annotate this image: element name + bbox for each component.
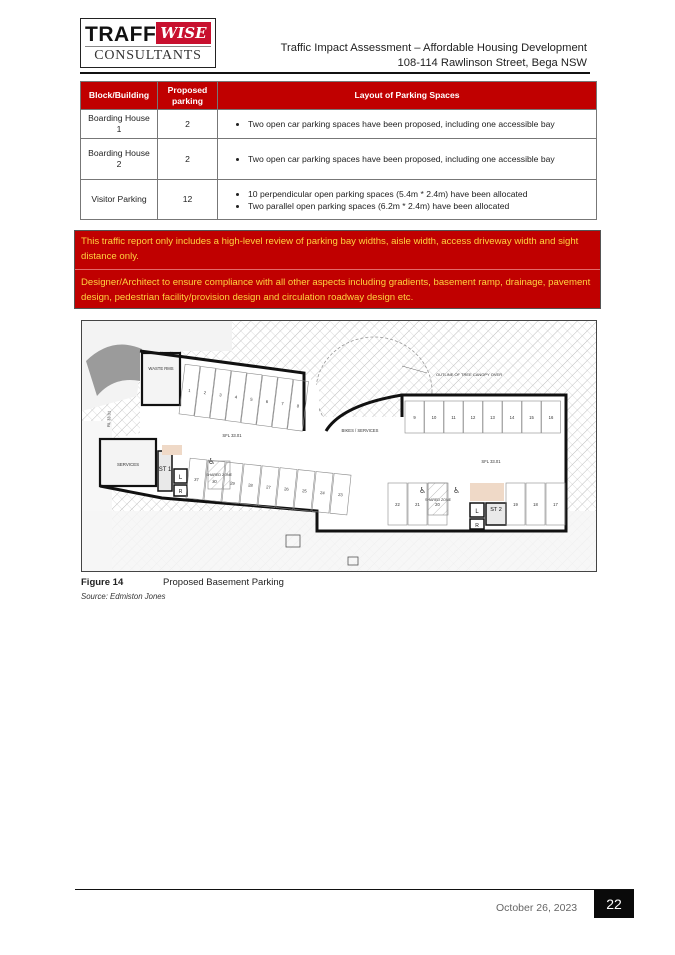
cell-proposed: 2: [158, 110, 218, 139]
cell-layout: [218, 180, 597, 220]
label-entry-ffl: RL 33.01: [106, 410, 112, 428]
layout-item: • Two open car parking spaces have been proposed, including one accessible bay: [248, 118, 592, 130]
figure-title: Proposed Basement Parking: [163, 577, 284, 588]
pink-zone-left: [162, 445, 182, 455]
bay-number: 4: [234, 394, 238, 400]
label-ffl-left: SFL 33.01: [222, 433, 242, 438]
notice-divider: [75, 269, 600, 270]
bay-number: 7: [280, 401, 284, 407]
bay-number: 30: [211, 478, 218, 485]
cell-proposed: 2: [158, 139, 218, 180]
label-st1: ST 1: [158, 467, 172, 473]
bay-number: 8: [296, 403, 300, 409]
col-header-layout: Layout of Parking Spaces: [218, 82, 597, 110]
bay-number: 10: [431, 415, 437, 420]
label-st2: ST 2: [490, 507, 502, 513]
bay-number: 13: [490, 415, 495, 420]
figure-caption: [81, 577, 284, 588]
bay-number: 1: [187, 387, 191, 394]
cell-building: Boarding House 2: [81, 139, 158, 180]
label-bikes: BIKES / SERVICES: [341, 428, 379, 433]
bay-number: 21: [415, 502, 420, 507]
table-row: [81, 180, 597, 220]
bay-number: 14: [509, 415, 515, 420]
logo-text-traff: TRAFF: [85, 23, 157, 46]
bay-number: 11: [451, 415, 456, 420]
accessible-icon: ♿: [208, 457, 216, 466]
bay-number: 12: [470, 415, 476, 420]
notice-box: [74, 230, 601, 309]
bay-number: 18: [533, 502, 538, 507]
bay-number: 27: [265, 484, 272, 490]
cell-layout: [218, 139, 597, 180]
pink-zone-right: [470, 483, 504, 501]
company-logo: [80, 18, 216, 68]
bay-number: 15: [529, 415, 534, 420]
bay-number: 17: [553, 502, 558, 507]
layout-item: • Two parallel open parking spaces (6.2m * 2.4m) have been allocated: [248, 200, 592, 212]
bay-number: 26: [283, 486, 290, 492]
bay-number: 5: [249, 396, 253, 402]
page-number: 22: [594, 890, 634, 918]
bay-number: 24: [319, 490, 326, 496]
col-header-proposed: Proposed parking: [158, 82, 218, 110]
notice-paragraph-1: This traffic report only includes a high-level review of parking bay widths, aisle width, access driveway width and sight distance only.: [81, 236, 579, 262]
logo-text-consultants: CONSULTANTS: [85, 46, 211, 64]
figure-source: Source: Edmiston Jones: [81, 592, 166, 601]
footer-divider: [75, 889, 634, 890]
figure-label: Figure 14: [81, 577, 124, 588]
table-row: [81, 139, 597, 180]
label-waste: WASTE RMS: [148, 366, 174, 371]
cell-building: Boarding House 1: [81, 110, 158, 139]
bay-number: 19: [513, 502, 518, 507]
table-header-row: [81, 82, 597, 110]
label-lift-1: L: [178, 475, 183, 481]
table-row: [81, 110, 597, 139]
label-tree-canopy: OUTLINE OF TREE CANOPY OVER: [436, 372, 503, 377]
waste-room: [142, 353, 180, 405]
document-header: [281, 41, 587, 71]
label-ramp-1: R: [178, 489, 183, 495]
header-address: 108-114 Rawlinson Street, Bega NSW: [397, 57, 587, 69]
layout-item: • 10 perpendicular open parking spaces (5.4m * 2.4m) have been allocated: [248, 188, 592, 200]
bay-number: 22: [395, 502, 400, 507]
bay-number: 28: [247, 482, 254, 488]
cell-proposed: 12: [158, 180, 218, 220]
bay-number: 3: [218, 392, 222, 398]
bay-number: 23: [337, 491, 344, 498]
cell-building: Visitor Parking: [81, 180, 158, 220]
bay-number: 16: [548, 415, 554, 420]
basement-plan-drawing: [82, 321, 596, 571]
header-title: Traffic Impact Assessment – Affordable Housing Development: [280, 42, 587, 54]
bay-number: 29: [229, 480, 236, 487]
accessible-icon: ♿: [453, 486, 461, 495]
notice-paragraph-2: Designer/Architect to ensure compliance with all other aspects including gradients, basement ramp, drainage, pavement design, pedestrian facility/provision design and circulation roadway design etc.: [81, 277, 591, 303]
col-header-building: Block/Building: [81, 82, 158, 110]
bay-number: 9: [413, 415, 416, 420]
label-shared-zone-left: SHARED ZONE: [206, 473, 232, 477]
footer-date: October 26, 2023: [496, 902, 578, 914]
label-lift-2: L: [475, 509, 479, 515]
logo-text-wise: WISE: [156, 22, 211, 44]
bay-number: 6: [265, 398, 269, 405]
label-ffl-right: SFL 33.01: [481, 459, 501, 464]
label-shared-zone-right: SHARED ZONE: [425, 498, 451, 502]
bay-number: 37: [193, 476, 200, 483]
bay-number: 25: [301, 488, 308, 494]
bay-number: 20: [435, 502, 440, 507]
accessible-icon: ♿: [419, 486, 427, 495]
layout-item: • Two open car parking spaces have been proposed, including one accessible bay: [248, 153, 592, 165]
label-services: SERVICES: [116, 462, 140, 467]
cell-layout: [218, 110, 597, 139]
header-divider: [80, 72, 590, 74]
label-ramp-2: R: [475, 523, 479, 529]
parking-table: [80, 81, 597, 220]
bay-number: 2: [203, 390, 207, 396]
basement-plan-figure: [81, 320, 597, 572]
